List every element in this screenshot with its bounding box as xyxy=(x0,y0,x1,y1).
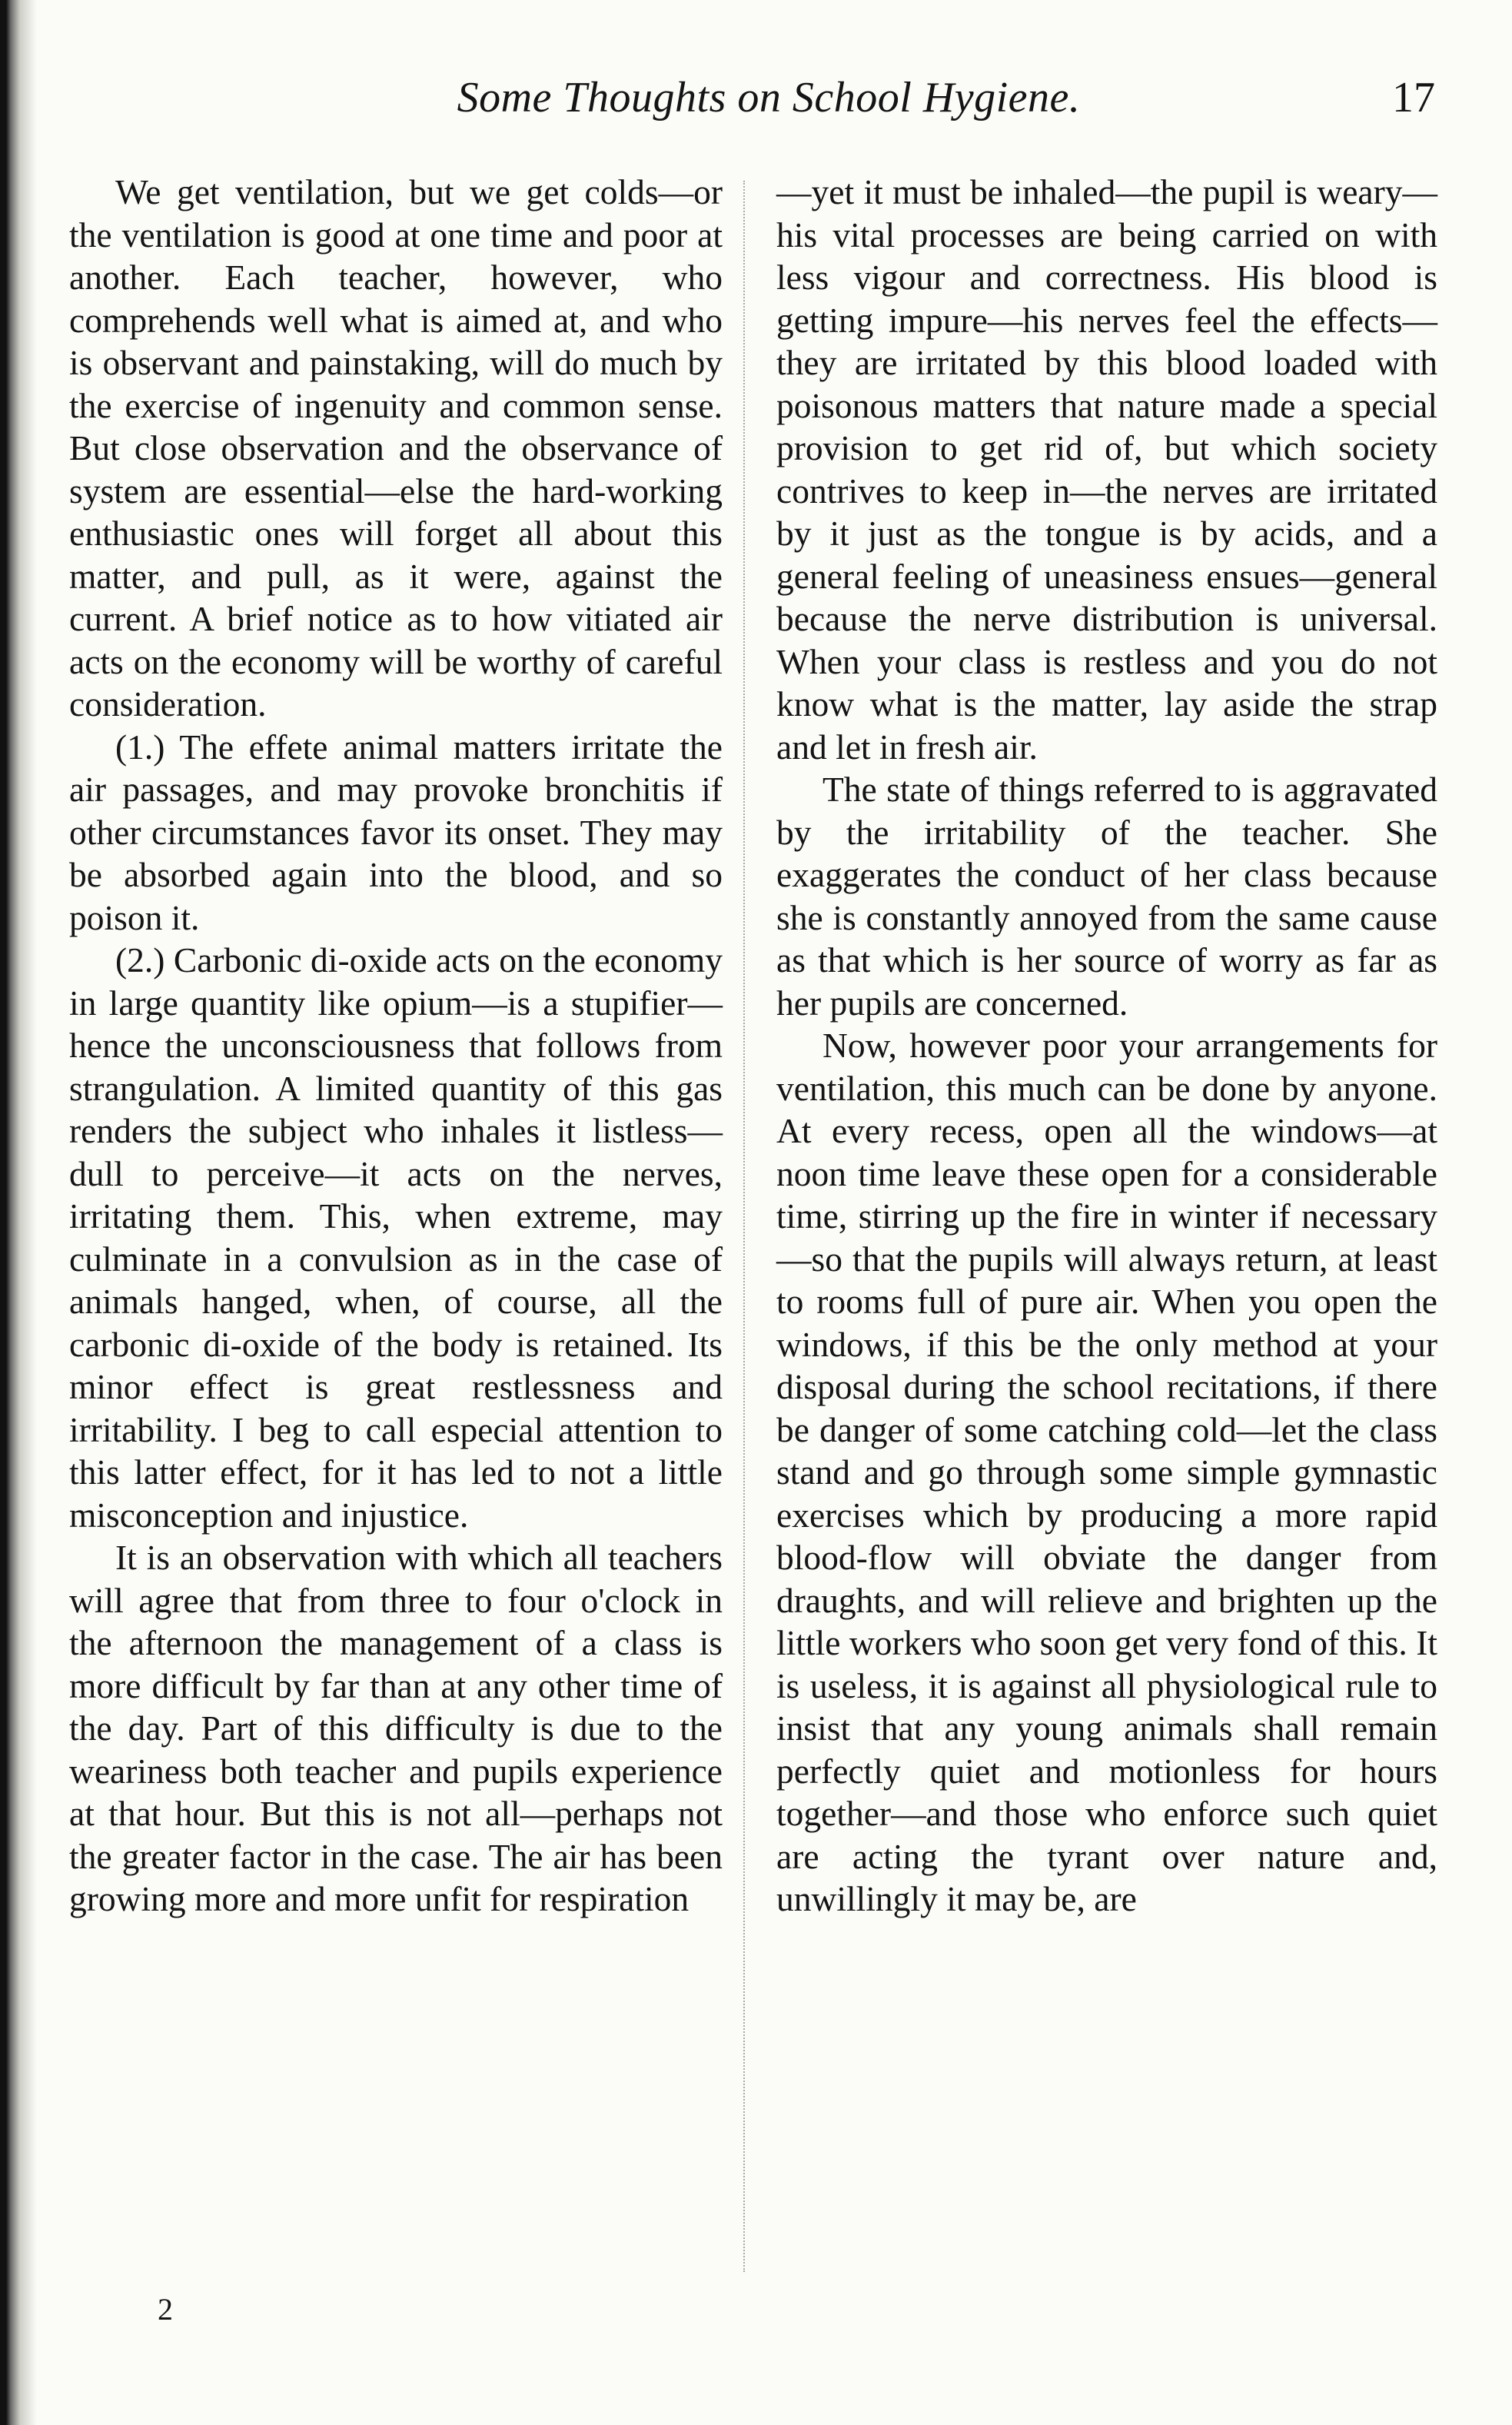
right-column xyxy=(776,171,1437,1921)
right-paragraph-2: The state of things referred to is aggravated by the irritability of the teacher. She exaggerates the conduct of her class because she is constantly annoyed from the same cause as that which is her source of worry as far as her pupils are concerned. xyxy=(776,770,1437,1023)
column-divider xyxy=(743,181,745,2272)
right-paragraph-3: Now, however poor your arrangements for ventilation, this much can be done by anyone. At every recess, open all the windows—at noon time leave these open for a considerable time, stirring up the fire in winter if necessary—so that the pupils will always return, at least to rooms full of pure air. When you open the windows, if this be the only method at your disposal during the school recitations, if there be danger of some catching cold—let the class stand and go through some simple gymnastic exercises which by producing a more rapid blood-flow will obviate the danger from draughts, and will relieve and brighten up the little workers who soon get very fond of this. It is useless, it is against all physiological rule to insist that any young animals shall remain perfectly quiet and motionless for hours together—and those who enforce such quiet are acting the tyrant over nature and, unwillingly it may be, are xyxy=(776,1026,1437,1918)
page-number: 17 xyxy=(1392,74,1435,121)
left-paragraph-3: (2.) Carbonic di-oxide acts on the economy in large quantity like opium—is a stupifier—hence the unconsciousness that follows from strangulation. A limited quantity of this gas renders the subject who inhales it listless—dull to perceive—it acts on the nerves, irritating them. This, when extreme, may culminate in a convulsion as in the case of animals hanged, when, of course, all the carbonic di-oxide of the body is retained. Its minor effect is great restlessness and irritability. I beg to call especial attention to this latter effect, for it has led to not a little misconception and injustice. xyxy=(69,940,723,1535)
binding-edge xyxy=(0,0,38,2425)
left-column xyxy=(69,171,723,1921)
right-paragraph-1: —yet it must be inhaled—the pupil is weary—his vital processes are being carried on with less vigour and correctness. His blood is getting impure—his nerves feel the effects—they are irritated by this blood loaded with poisonous matters that nature made a special provision to get rid of, but which society contrives to keep in—the nerves are irritated by it just as the tongue is by acids, and a general feeling of uneasiness ensues—general because the nerve distribution is universal. When your class is restless and you do not know what is the matter, lay aside the strap and let in fresh air. xyxy=(776,172,1437,767)
running-title: Some Thoughts on School Hygiene. xyxy=(457,74,1081,121)
left-paragraph-1: We get ventilation, but we get colds—or the ventilation is good at one time and poor at another. Each teacher, however, who comprehends well what is aimed at, and who is observant and painstaking, will do much by the exercise of ingenuity and common sense. But close observation and the observance of system are essential—else the hard-working enthusiastic ones will forget all about this matter, and pull, as it were, against the current. A brief notice as to how vitiated air acts on the economy will be worthy of careful consideration. xyxy=(69,172,723,724)
signature-mark: 2 xyxy=(158,2292,173,2327)
left-paragraph-4: It is an observation with which all teachers will agree that from three to four o'clock in the afternoon the management of a class is more difficult by far than at any other time of the day. Part of this difficulty is due to the weariness both teacher and pupils experience at that hour. But this is not all—perhaps not the greater factor in the case. The air has been growing more and more unfit for respiration xyxy=(69,1538,723,1918)
left-paragraph-2: (1.) The effete animal matters irritate the air passages, and may provoke bronchitis if other circumstances favor its onset. They may be absorbed again into the blood, and so poison it. xyxy=(69,727,723,937)
